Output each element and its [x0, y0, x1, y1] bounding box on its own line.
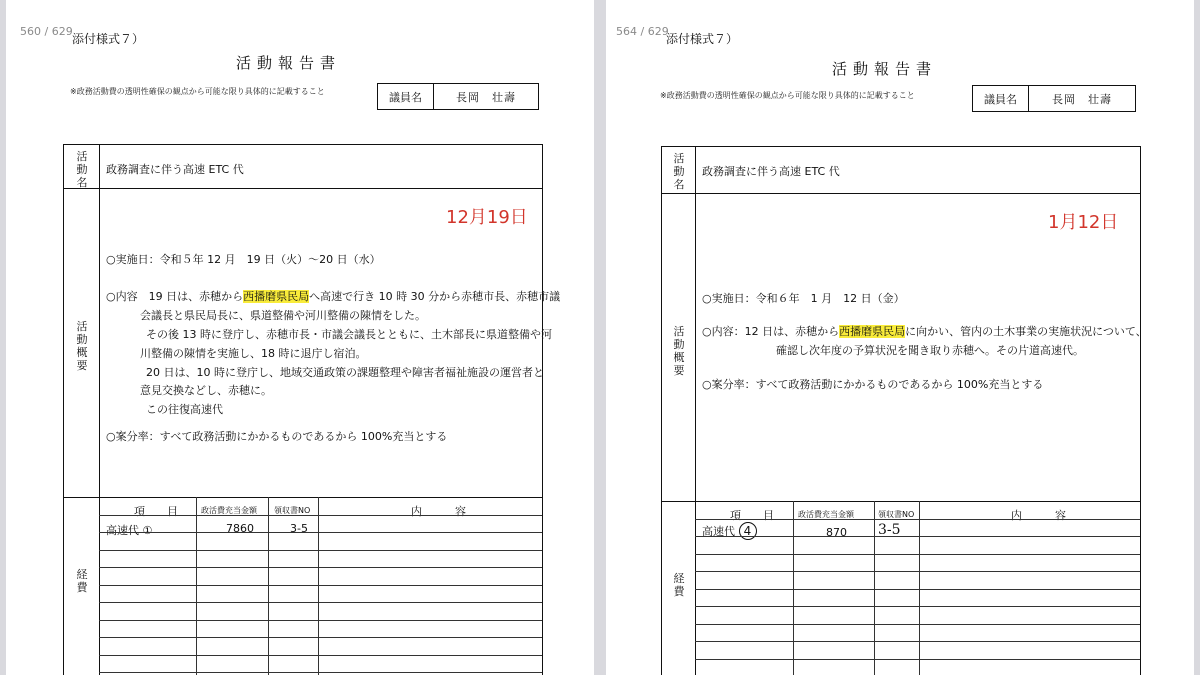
expense-row-line [695, 519, 1140, 520]
expense-label: 経費 [673, 572, 685, 598]
allocation-ratio: ○案分率：すべて政務活動にかかるものであるから 100%充当とする [702, 378, 1044, 391]
expense-column-line [793, 501, 794, 675]
implementation-date: ○実施日：令和６年 1 月 12 日（金） [702, 292, 905, 305]
header-content: 内 容 [1011, 509, 1066, 522]
content-line: ○内容 19 日は、赤穂から西播磨県民局へ高速で行き 10 時 30 分から赤穂市長、赤穂市議 [106, 290, 561, 303]
member-name: 長岡 壮壽 [1052, 92, 1112, 106]
header-amount: 政活費充当金額 [798, 510, 854, 519]
instruction-note: ※政務活動費の透明性確保の観点から可能な限り具体的に記載すること [70, 87, 325, 96]
expense-row-line [99, 550, 542, 551]
header-content: 内 容 [411, 505, 466, 518]
expense-row-line [695, 554, 1140, 555]
divider [63, 497, 543, 498]
expense-row-line [695, 606, 1140, 607]
expense-row-line [99, 585, 542, 586]
content-line: ○内容：12 日は、赤穂から西播磨県民局に向かい、管内の土木事業の実施状況について、 [702, 325, 1147, 338]
activity-summary-label: 活動概要 [76, 320, 88, 372]
instruction-note: ※政務活動費の透明性確保の観点から可能な限り具体的に記載すること [660, 91, 915, 100]
document-page-right[interactable] [606, 0, 1194, 675]
activity-name-label: 活動名 [76, 150, 88, 189]
divider [661, 501, 1141, 502]
activity-name: 政務調査に伴う高速 ETC 代 [106, 163, 244, 176]
expense-amount: 870 [826, 526, 847, 539]
expense-column-line [874, 501, 875, 675]
document-title: 活動報告書 [236, 54, 342, 72]
divider [661, 193, 1141, 194]
header-item: 項 目 [134, 505, 178, 518]
receipt-mark: 4 [739, 522, 757, 540]
label-column-divider [99, 144, 100, 675]
implementation-date: ○実施日：令和５年 12 月 19 日（火）～20 日（水） [106, 253, 381, 266]
expense-row-line [695, 624, 1140, 625]
label-column-divider [695, 146, 696, 675]
member-name-box [972, 85, 1136, 112]
expense-item: 高速代 4 [702, 522, 757, 540]
expense-row-line [99, 620, 542, 621]
expense-row-line [695, 659, 1140, 660]
content-line: 20 日は、10 時に登庁し、地域交通政策の課題整理や障害者福祉施設の運営者と [146, 366, 544, 379]
content-line: 意見交換などし、赤穂に。 [140, 384, 272, 397]
expense-row-line [99, 602, 542, 603]
content-line: 川整備の陳情を実施し、18 時に退庁し宿泊。 [140, 347, 367, 360]
receipt-mark: ① [142, 524, 153, 537]
content-line: この往復高速代 [146, 403, 223, 416]
expense-row-line [695, 571, 1140, 572]
content-line: その後 13 時に登庁し、赤穂市長・市議会議長とともに、土木部長に県道整備や河 [146, 328, 552, 341]
member-name-box [377, 83, 539, 110]
expense-column-line [318, 497, 319, 675]
expense-row-line [99, 515, 542, 516]
expense-row-line [695, 589, 1140, 590]
header-receipt: 領収書NO [274, 506, 311, 515]
document-page-left[interactable] [6, 0, 594, 675]
expense-row-line [99, 637, 542, 638]
expense-item: 高速代 ① [106, 524, 153, 537]
expense-row-line [99, 672, 542, 673]
expense-label: 経費 [76, 568, 88, 594]
expense-amount: 7860 [226, 522, 254, 535]
member-label: 議員名 [378, 84, 434, 109]
activity-name-label: 活動名 [673, 152, 685, 191]
expense-row-line [695, 641, 1140, 642]
expense-column-line [196, 497, 197, 675]
form-tag: 添付様式７） [72, 32, 145, 46]
document-title: 活動報告書 [832, 60, 938, 78]
highlighted-location: 西播磨県民局 [839, 325, 906, 338]
allocation-ratio: ○案分率：すべて政務活動にかかるものであるから 100%充当とする [106, 430, 448, 443]
header-receipt: 領収書NO [878, 510, 915, 519]
form-tag: 添付様式７） [666, 32, 739, 46]
activity-summary-label: 活動概要 [673, 325, 685, 377]
expense-column-line [268, 497, 269, 675]
highlighted-location: 西播磨県民局 [243, 290, 310, 303]
expense-receipt-no: 3-5 [290, 522, 308, 535]
date-annotation: 12月19日 [446, 207, 528, 228]
expense-column-line [919, 501, 920, 675]
page-indicator: 564 / 629 [616, 25, 669, 38]
content-line: 会議長と県民局長に、県道整備や河川整備の陳情をした。 [140, 309, 426, 322]
expense-row-line [99, 532, 542, 533]
content-line: 確認し次年度の予算状況を聞き取り赤穂へ。その片道高速代。 [776, 344, 1084, 357]
header-item: 項 目 [730, 509, 774, 522]
expense-row-line [99, 655, 542, 656]
divider [63, 188, 543, 189]
page-indicator: 560 / 629 [20, 25, 73, 38]
header-amount: 政活費充当金額 [201, 506, 257, 515]
activity-name: 政務調査に伴う高速 ETC 代 [702, 165, 840, 178]
expense-row-line [695, 536, 1140, 537]
expense-row-line [99, 567, 542, 568]
date-annotation: 1月12日 [1048, 212, 1119, 233]
member-name: 長岡 壮壽 [456, 90, 516, 104]
expense-receipt-no: 3-5 [878, 522, 901, 538]
member-label: 議員名 [973, 86, 1029, 111]
